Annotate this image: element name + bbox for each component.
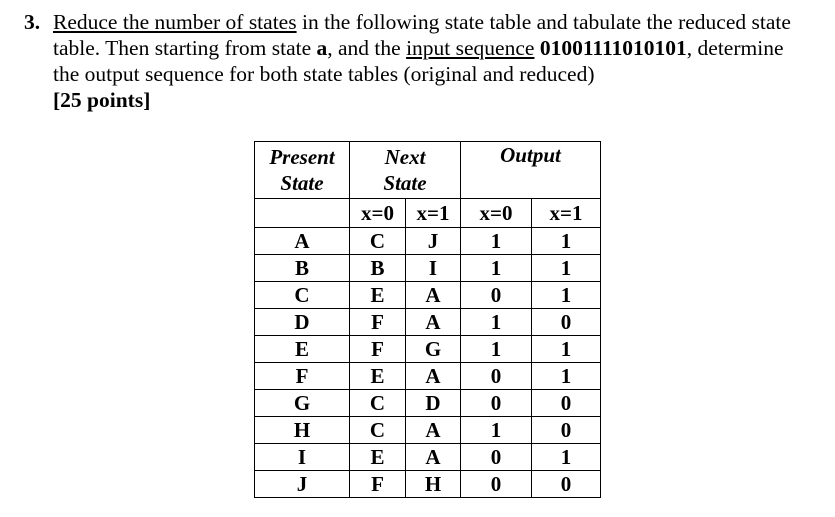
out-x1-cell: 1	[532, 336, 601, 363]
question-number: 3.	[24, 10, 41, 34]
table-row	[255, 471, 601, 498]
present-state-cell: B	[255, 255, 350, 282]
table-row	[255, 390, 601, 417]
state-table	[254, 141, 601, 498]
next-x1-cell: D	[406, 390, 461, 417]
question-line2-b: , and the	[327, 36, 407, 60]
input-sequence-phrase: input sequence	[406, 36, 535, 60]
out-x0-cell: 0	[461, 390, 532, 417]
present-state-cell: G	[255, 390, 350, 417]
table-row	[255, 444, 601, 471]
out-x1-cell: 0	[532, 309, 601, 336]
out-x1-cell: 1	[532, 363, 601, 390]
next-x0-cell: E	[350, 363, 406, 390]
next-x0-cell: B	[350, 255, 406, 282]
output-header: Output	[461, 142, 601, 199]
present-state-cell: C	[255, 282, 350, 309]
table-row	[255, 282, 601, 309]
next-state-header: Next State	[350, 142, 461, 199]
next-x0-cell: C	[350, 417, 406, 444]
out-x1-cell: 1	[532, 444, 601, 471]
table-row	[255, 336, 601, 363]
next-x0-cell: F	[350, 471, 406, 498]
question-line1-rest: in the following state table and tabulate the reduced state	[296, 10, 791, 34]
next-x0-cell: E	[350, 444, 406, 471]
next-x0-cell: F	[350, 309, 406, 336]
out-x0-cell: 1	[461, 336, 532, 363]
next-x0-cell: F	[350, 336, 406, 363]
reduce-states-phrase: Reduce the number of states	[53, 10, 297, 34]
state-rows	[255, 228, 601, 498]
out-x1-cell: 0	[532, 390, 601, 417]
out-x1-cell: 1	[532, 255, 601, 282]
question-block	[24, 9, 829, 113]
table-row	[255, 228, 601, 255]
next-x1-cell: A	[406, 363, 461, 390]
present-state-cell: I	[255, 444, 350, 471]
present-state-cell: H	[255, 417, 350, 444]
question-line2-c: , determine	[686, 36, 784, 60]
next-x0-header: x=0	[350, 199, 406, 228]
present-state-cell: A	[255, 228, 350, 255]
next-x1-cell: G	[406, 336, 461, 363]
out-x1-cell: 0	[532, 471, 601, 498]
next-x1-cell: A	[406, 309, 461, 336]
next-x1-cell: H	[406, 471, 461, 498]
out-x1-header: x=1	[532, 199, 601, 228]
table-row	[255, 363, 601, 390]
question-text	[53, 9, 829, 113]
out-x0-cell: 0	[461, 444, 532, 471]
out-x0-header: x=0	[461, 199, 532, 228]
next-x0-cell: C	[350, 390, 406, 417]
start-state: a	[316, 36, 328, 60]
next-x1-cell: A	[406, 282, 461, 309]
table-row	[255, 417, 601, 444]
out-x0-cell: 1	[461, 309, 532, 336]
subheader-blank	[255, 199, 350, 228]
out-x0-cell: 1	[461, 255, 532, 282]
out-x0-cell: 1	[461, 228, 532, 255]
out-x1-cell: 1	[532, 228, 601, 255]
present-state-cell: F	[255, 363, 350, 390]
next-x1-cell: J	[406, 228, 461, 255]
header-row	[255, 142, 601, 199]
table-row	[255, 309, 601, 336]
question-line2-a: table. Then starting from state	[53, 36, 317, 60]
next-x1-header: x=1	[406, 199, 461, 228]
out-x0-cell: 1	[461, 417, 532, 444]
out-x1-cell: 1	[532, 282, 601, 309]
points-label: [25 points]	[53, 88, 151, 112]
out-x1-cell: 0	[532, 417, 601, 444]
question-line3: the output sequence for both state tables (original and reduced)	[53, 62, 595, 86]
next-x1-cell: I	[406, 255, 461, 282]
out-x0-cell: 0	[461, 282, 532, 309]
next-x0-cell: E	[350, 282, 406, 309]
next-x1-cell: A	[406, 444, 461, 471]
present-state-cell: E	[255, 336, 350, 363]
present-state-cell: D	[255, 309, 350, 336]
subheader-row	[255, 199, 601, 228]
present-state-header: Present State	[255, 142, 350, 199]
present-state-cell: J	[255, 471, 350, 498]
input-sequence-value: 01001111010101	[539, 36, 687, 60]
next-x1-cell: A	[406, 417, 461, 444]
out-x0-cell: 0	[461, 363, 532, 390]
out-x0-cell: 0	[461, 471, 532, 498]
table-row	[255, 255, 601, 282]
next-x0-cell: C	[350, 228, 406, 255]
